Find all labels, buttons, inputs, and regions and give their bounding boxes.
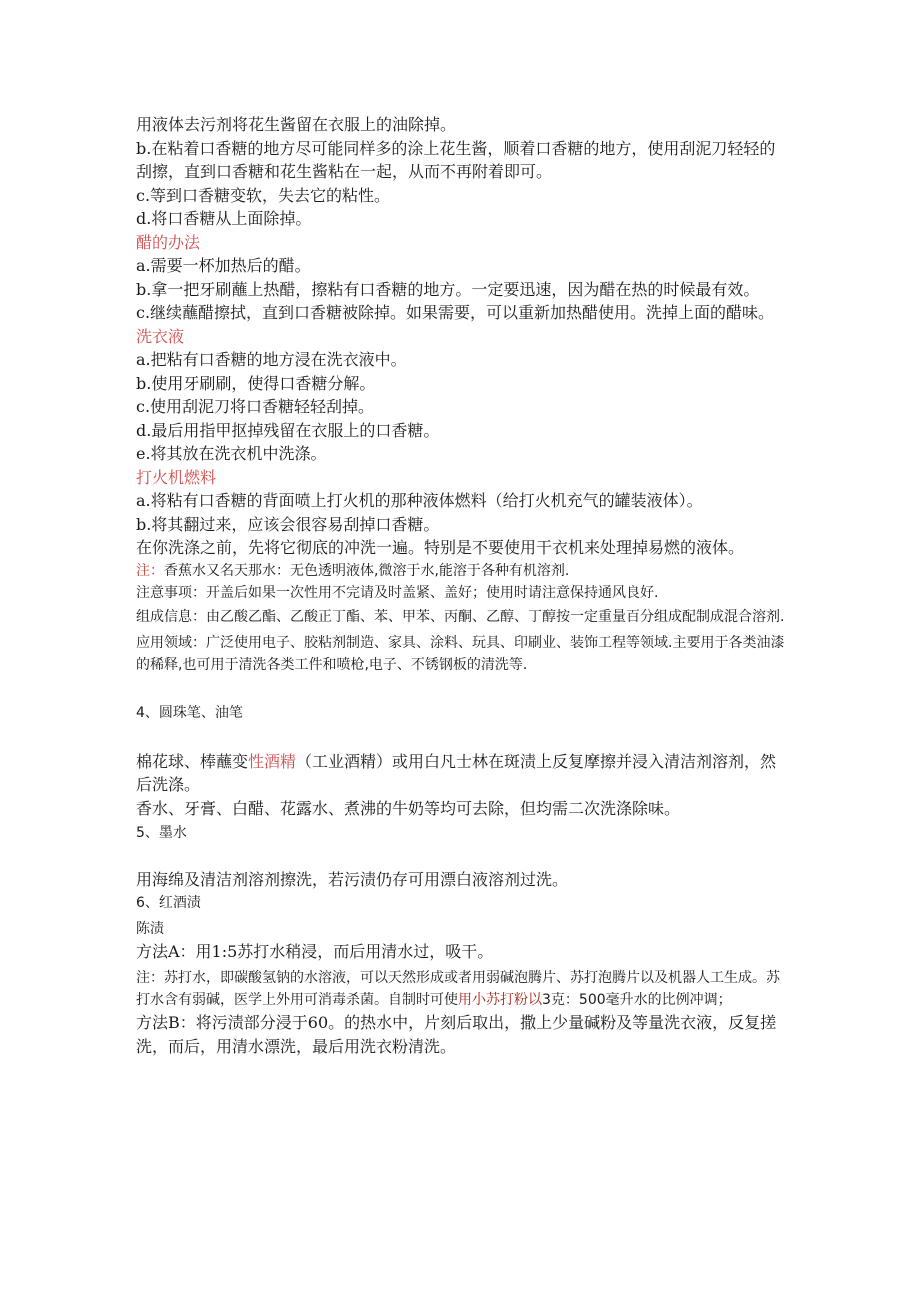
- paragraph-ballpoint-alt: 香水、牙膏、白醋、花露水、煮沸的牛奶等均可去除，但均需二次洗涤除味。: [136, 798, 681, 818]
- note-soda-part1: 注：苏打水，即碳酸氢钠的水溶液，可以天然形成或者用弱碱泡腾片、苏打泡腾片以及机器人工生成。苏打水含有弱碱，医学上外用可消毒杀菌。自制时可使: [136, 970, 780, 1008]
- paragraph-ballpoint-method: [136, 750, 788, 797]
- paragraph-lighter-b: b.将其翻过来，应该会很容易刮掉口香糖。: [136, 514, 440, 534]
- paragraph-peanut-b: b.在粘着口香糖的地方尽可能同样多的涂上花生酱，顺着口香糖的地方，使用刮泥刀轻轻的刮擦，直到口香糖和花生酱粘在一起，从而不再附着即可。: [136, 138, 776, 181]
- subheading-old-stain: 陈渍: [136, 920, 164, 937]
- paragraph-method-b: 方法B：将污渍部分浸于60。的热水中，片刻后取出，撒上少量碱粉及等量洗衣液，反复搓洗，而后，用清水漂洗，最后用洗衣粉清洗。: [136, 1013, 777, 1056]
- paragraph-lighter-a: a.将粘有口香糖的背面喷上打火机的那种液体燃料（给打火机充气的罐装液体）。: [136, 491, 703, 510]
- paragraph-lighter-note: 在你洗涤之前，先将它彻底的冲洗一遍。特别是不要使用干衣机来处理掉易燃的液体。: [136, 538, 745, 557]
- paragraph-vinegar-b: b.拿一把牙刷蘸上热醋，擦粘有口香糖的地方。一定要迅速，因为醋在热的时候最有效。: [136, 279, 760, 299]
- section-heading-ink: 5、墨水: [136, 825, 187, 841]
- paragraph-method-a: 方法A：用1:5苏打水稍浸，而后用清水过，吸干。: [136, 941, 494, 961]
- paragraph-detergent-d: d.最后用指甲抠掉残留在衣服上的口香糖。: [136, 420, 440, 440]
- paragraph-detergent-a: a.把粘有口香糖的地方浸在洗衣液中。: [136, 350, 407, 369]
- paragraph-ink-method: 用海绵及清洁剂溶剂擦洗，若污渍仍存可用漂白液溶剂过洗。: [136, 870, 569, 889]
- paragraph-detergent-c: c.使用刮泥刀将口香糖轻轻刮掉。: [136, 397, 375, 416]
- paragraph-vinegar-c: c.继续蘸醋擦拭，直到口香糖被除掉。如果需要，可以重新加热醋使用。洗掉上面的醋味。: [136, 303, 775, 322]
- paragraph-peanut-oil: 用液体去污剂将花生酱留在衣服上的油除掉。: [136, 115, 457, 134]
- section-heading-red-wine: 6、红酒渍: [136, 894, 201, 911]
- note-soda-highlight: 用小苏打粉以: [458, 992, 542, 1008]
- paragraph-peanut-d: d.将口香糖从上面除掉。: [136, 209, 312, 228]
- note-precautions: 注意事项：开盖后如果一次性用不完请及时盖紧、盖好；使用时请注意保持通风良好.: [136, 584, 659, 601]
- paragraph-ballpoint-part2: （工业酒精）或用白凡士林在斑渍上反复摩擦并浸入清洁剂溶剂，然后洗涤。: [136, 751, 777, 794]
- paragraph-ballpoint-part1: 棉花球、棒蘸变: [136, 751, 249, 771]
- paragraph-vinegar-a: a.需要一杯加热后的醋。: [136, 256, 311, 275]
- note-applications: 应用领域：广泛使用电子、胶粘剂制造、家具、涂料、玩具、印刷业、装饰工程等领域.主要用于各类油漆的稀释,也可用于清洗各类工件和喷枪,电子、不锈钢板的清洗等.: [136, 634, 785, 673]
- note-soda-part2: 3克：500毫升水的比例冲调；: [542, 992, 732, 1008]
- heading-vinegar-method: 醋的办法: [136, 232, 201, 252]
- note-banana-water: [136, 560, 788, 582]
- note-banana-water-body: 香蕉水又名天那水：无色透明液体,微溶于水,能溶于各种有机溶剂.: [164, 562, 570, 579]
- paragraph-detergent-b: b.使用牙刷刷，使得口香糖分解。: [136, 373, 376, 393]
- heading-detergent: 洗衣液: [136, 326, 185, 346]
- section-heading-ballpoint: 4、圆珠笔、油笔: [136, 704, 243, 721]
- paragraph-ballpoint-highlight: 性酒精: [248, 751, 297, 771]
- heading-lighter-fuel: 打火机燃料: [136, 467, 217, 487]
- paragraph-peanut-c: c.等到口香糖变软，失去它的粘性。: [136, 185, 391, 205]
- note-prefix: 注：: [136, 562, 164, 579]
- note-soda-water: [136, 967, 788, 1011]
- document-body: [136, 113, 788, 1058]
- paragraph-detergent-e: e.将其放在洗衣机中洗涤。: [136, 444, 327, 463]
- note-composition: 组成信息：由乙酸乙酯、乙酸正丁酯、苯、甲苯、丙酮、乙醇、丁醇按一定重量百分组成配制成混合溶剂.: [136, 608, 785, 625]
